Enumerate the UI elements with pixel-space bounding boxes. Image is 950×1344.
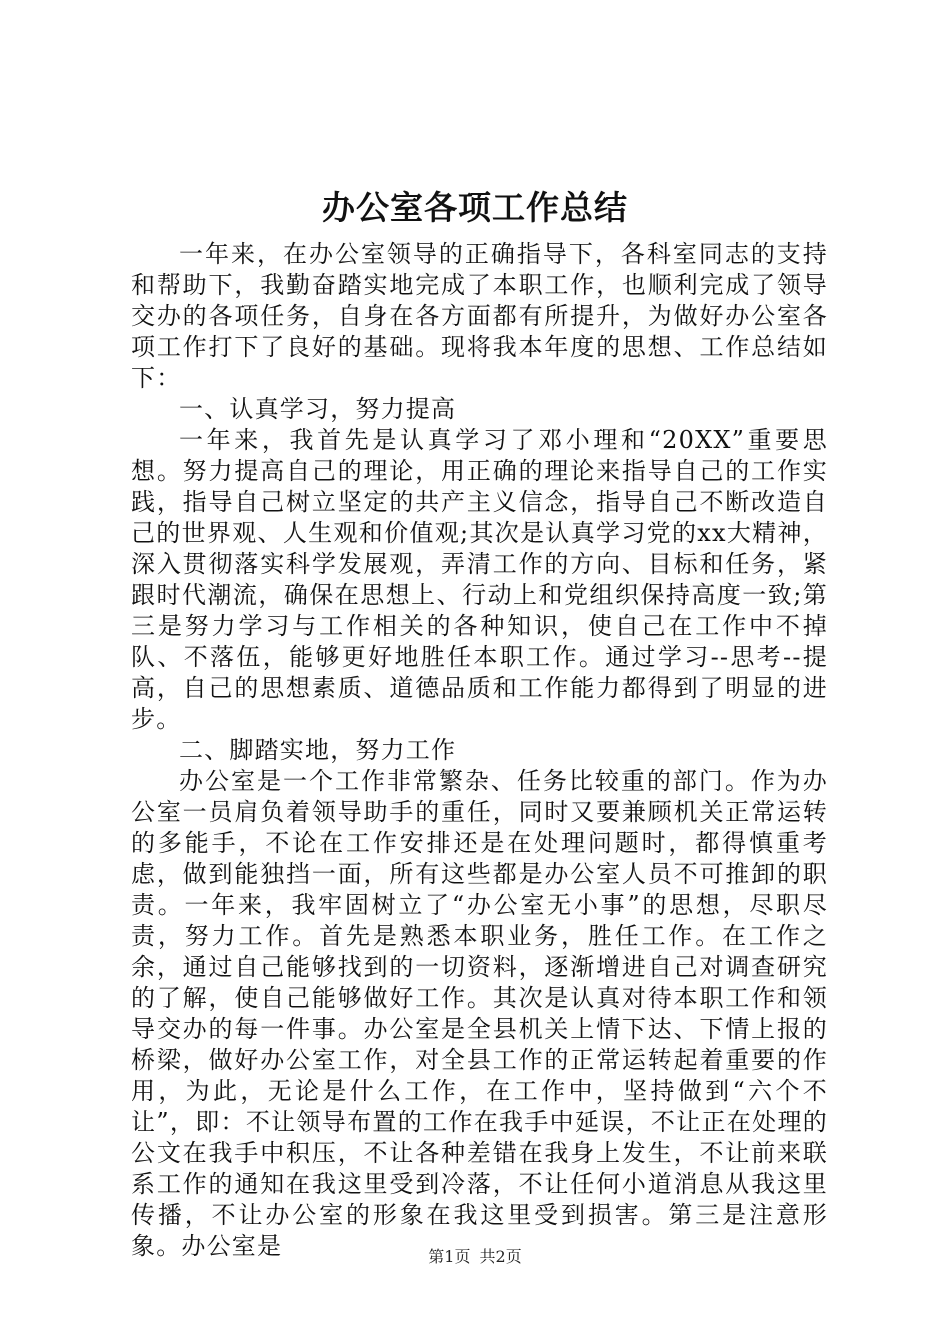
section-heading-1: 一、认真学习，努力提高: [179, 395, 457, 423]
document-title: 办公室各项工作总结: [322, 188, 628, 227]
page-number: 第1页: [428, 1247, 471, 1266]
section-heading-2: 二、脚踏实地，努力工作: [179, 736, 457, 764]
intro-paragraph: 一年来，在办公室领导的正确指导下，各科室同志的支持和帮助下，我勤奋踏实地完成了本职工作，也顺利完成了领导交办的各项任务，自身在各方面都有所提升，为做好办公室各项工作打下了良好的基础。现将我本年度的思想、工作总结如下：: [131, 240, 828, 392]
document-body: [131, 239, 828, 1262]
page-footer: [0, 1246, 950, 1268]
page-total: 共2页: [479, 1247, 522, 1266]
section-1-paragraph: 一年来，我首先是认真学习了邓小理和“20XX”重要思想。努力提高自己的理论，用正确的理论来指导自己的工作实践，指导自己树立坚定的共产主义信念，指导自己不断改造自己的世界观、人生观和价值观;其次是认真学习党的xx大精神，深入贯彻落实科学发展观，弄清工作的方向、目标和任务，紧跟时代潮流，确保在思想上、行动上和党组织保持高度一致;第三是努力学习与工作相关的各种知识，使自己在工作中不掉队、不落伍，能够更好地胜任本职工作。通过学习--思考--提高，自己的思想素质、道德品质和工作能力都得到了明显的进步。: [131, 426, 828, 733]
section-2-paragraph: 办公室是一个工作非常繁杂、任务比较重的部门。作为办公室一员肩负着领导助手的重任，同时又要兼顾机关正常运转的多能手，不论在工作安排还是在处理问题时，都得慎重考虑，做到能独挡一面，所有这些都是办公室人员不可推卸的职责。一年来，我牢固树立了“办公室无小事”的思想，尽职尽责，努力工作。首先是熟悉本职业务，胜任工作。在工作之余，通过自己能够找到的一切资料，逐渐增进自己对调查研究的了解，使自己能够做好工作。其次是认真对待本职工作和领导交办的每一件事。办公室是全县机关上情下达、下情上报的桥梁，做好办公室工作，对全县工作的正常运转起着重要的作用，为此，无论是什么工作，在工作中，坚持做到“六个不让”，即：不让领导布置的工作在我手中延误，不让正在处理的公文在我手中积压，不让各种差错在我身上发生，不让前来联系工作的通知在我这里受到冷落，不让任何小道消息从我这里传播，不让办公室的形象在我这里受到损害。第三是注意形象。办公室是: [131, 767, 828, 1260]
